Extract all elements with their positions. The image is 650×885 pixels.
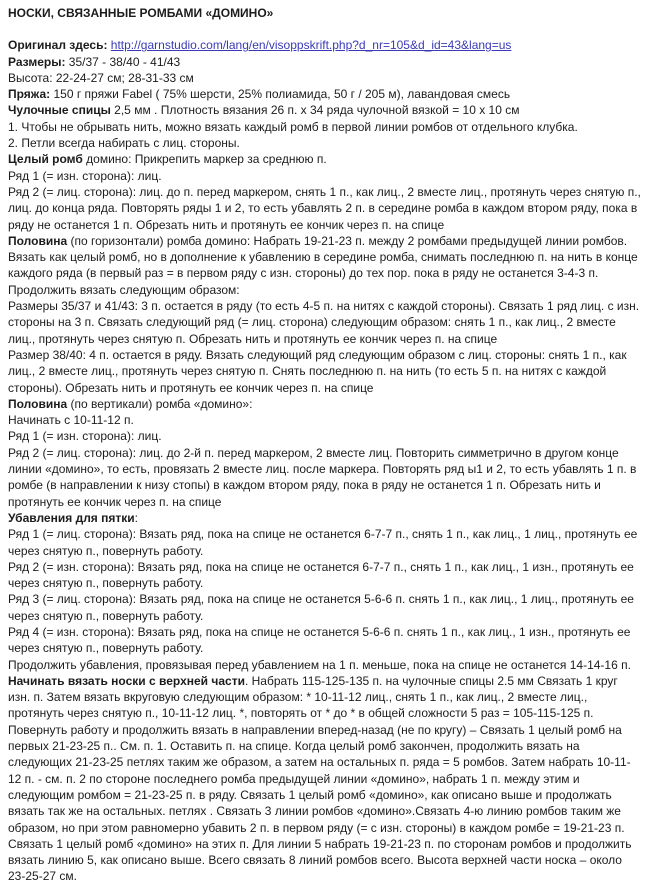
whole-diamond-row-2-run-0: Ряд 2 (= лиц. сторона): лиц. до п. перед маркером, снять 1 п., как лиц., 2 вместе лиц., протянуть через снятую п., лиц. до конца ряда. Повторять ряды 1 и 2, то есть убавлять 2 п. в середине ромба в каждом втором ряду, пока в ряду не останется 1 п. Обрезать нить и протянуть ее кончик через п. на спице [8,184,641,232]
whole-diamond-row-1-run-0: Ряд 1 (= изн. сторона): лиц. [8,168,162,183]
half-diamond-vertical-start-run-0: Начинать с 10-11-12 п. [8,413,134,428]
half-diamond-vertical-heading-run-1: (по вертикали) ромба «домино»: [70,396,253,411]
heel-row-1 [8,526,641,559]
half-diamond-vertical-row-1-run-0: Ряд 1 (= изн. сторона): лиц. [8,429,162,444]
half-diamond-vertical-heading [8,396,641,412]
half-diamond-horizontal [8,233,641,298]
heel-row-2-run-0: Ряд 2 (= изн. сторона): Вязать ряд, пока на спице не останется 6-7-7 п., снять 1 п., как лиц., 1 изн., протянуть ее через снятую п., повернуть работу. [8,559,634,591]
heel-decreases-heading-run-1: : [134,510,138,525]
needles-gauge-line-run-0: Чулочные спицы [8,103,115,118]
half-diamond-horizontal-run-0: Половина [8,233,71,248]
half-diamond-sizes-35-37-41-43 [8,298,641,347]
sizes-line [8,54,641,70]
yarn-line-run-1: 150 г пряжи Fabel ( 75% шерсти, 25% полиамида, 50 г / 205 м), лавандовая смесь [53,87,511,102]
needles-gauge-line [8,102,641,118]
half-diamond-vertical-row-2-run-0: Ряд 2 (= лиц. сторона): лиц. до 2-й п. перед маркером, 2 вместе лиц. Повторить симметрично в другом конце линии «домино», то есть, провязать 2 вместе лиц. после маркера. Повторять ряд ы1 и 2, то есть убавлять 1 п. в ромбе (в направлении к низу стопы) в каждом втором ряду, пока в ряду не останется 1 п. Обрезать нить и протянуть ее кончик через п. на спице [8,445,637,509]
main-instructions-run-1: . Набрать 115-125-135 п. на чулочные спицы 2.5 мм Связать 1 круг изн. п. Затем вязать вкруговую следующим образом: * 10-11-12 лиц., снять 1 п., как лиц., 2 вместе лиц., протянуть через снятую п., 10-11-12 лиц. *, повторять от * до * в общей сложности 5 раз = 105-115-125 п. Повернуть работу и продолжить вязать в направлении вперед-назад (не по кругу) – Связать 1 целый ромб на первых 21-23-25 п.. См. п. 1. Оставить п. на спице. Когда целый ромб закончен, продолжить вязать на следующих 21-23-25 петлях таким же образом, а затем на остальных п. ряда = 5 ромбов. Затем набрать 10-11-12 п. - см. п. 2 по стороне последнего ромба предыдущей линии «домино», набрать 1 п. между этим и следующим ромбом = 21-23-25 п. в ряду. Связать 1 целый ромб «домино», как описано выше и продолжать вязать так же на остальных. петлях . Связать 3 линии ромбов «домино».Связать 4-ю линию ромбов таким же образом, но при этом равномерно убавить 2 п. в первом ряду (= с изн. стороны) в каждом ромбе = 19-21-23 п. Связать 1 целый ромб «домино» на этих п. Для линии 5 набрать 19-21-23 п. по сторонам ромбов и продолжить вязать линию 5, как описано выше. Всего связать 8 линий ромбов всего. Высота верхней части носка – около 23-25-27 см. [8,673,632,884]
source-line [8,37,641,53]
half-diamond-vertical-row-1 [8,428,641,444]
whole-diamond-intro-run-0: Целый ромб [8,152,87,167]
pattern-source-link[interactable]: http://garnstudio.com/lang/en/visoppskrift.php?d_nr=105&d_id=43&lang=us [110,38,512,53]
doc-title [8,5,641,21]
height-line [8,70,641,86]
sizes-line-run-1: 35/37 - 38/40 - 41/43 [68,54,181,69]
half-diamond-horizontal-run-1: (по горизонтали) ромба домино: Набрать 19-21-23 п. между 2 ромбами предыдущей линии ромбов. Вязать как целый ромб, но в дополнение к убавлению в середине ромба, снимать последнюю п. на нить в конце каждого ряда (в первый раз = в первом ряду с изн. стороны) до тех пор. пока в ряду не останется 3-4-3 п. Продолжить вязать следующим образом: [8,233,638,297]
heel-decreases-heading [8,510,641,526]
whole-diamond-row-1 [8,168,641,184]
whole-diamond-row-2 [8,184,641,233]
yarn-line [8,86,641,102]
doc-title-run-0: НОСКИ, СВЯЗАННЫЕ РОМБАМИ «ДОМИНО» [8,6,274,20]
heel-row-2 [8,559,641,592]
half-diamond-sizes-35-37-41-43-run-0: Размеры 35/37 и 41/43: 3 п. остается в ряду (то есть 4-5 п. на нитях с каждой стороны). Связать 1 ряд лиц. с изн. стороны на 3 п. Связать следующий ряд (= лиц. сторона) следующим образом: снять 1 п., как лиц., 2 вместе лиц., протянуть через снятую п. Обрезать нить и протянуть ее кончик через п. на спице [8,299,640,346]
note-1 [8,119,641,135]
source-line-run-0: Оригинал здесь: [8,38,111,53]
heel-row-4-run-0: Ряд 4 (= изн. сторона): Вязать ряд, пока на спице не останется 5-6-6 п. снять 1 п., как лиц., 1 изн., протянуть ее через снятую п., повернуть работу. [8,624,631,656]
height-line-run-0: Высота: 22-24-27 см; 28-31-33 см [8,70,194,85]
note-2-run-0: 2. Петли всегда набирать с лиц. стороны. [8,136,240,151]
heel-row-3-run-0: Ряд 3 (= лиц. сторона): Вязать ряд, пока на спице не останется 5-6-6 п. снять 1 п., как лиц., 1 лиц., протянуть ее через снятую п., повернуть работу. [8,592,634,623]
heel-continue [8,657,641,673]
heel-continue-run-0: Продолжить убавления, провязывая перед убавлением на 1 п. меньше, пока на спице не останется 14-14-16 п. [8,657,631,672]
heel-row-1-run-0: Ряд 1 (= лиц. сторона): Вязать ряд, пока на спице не останется 6-7-7 п., снять 1 п., как лиц., 1 лиц., протянуть ее через снятую п., повернуть работу. [8,527,638,558]
heel-row-3 [8,591,641,624]
half-diamond-vertical-row-2 [8,445,641,510]
half-diamond-vertical-heading-run-0: Половина [8,396,71,411]
half-diamond-vertical-start [8,412,641,428]
main-instructions-run-0: Начинать вязать носки с верхней части [8,673,245,688]
needles-gauge-line-run-1: 2,5 мм . Плотность вязания 26 п. х 34 ряда чулочной вязкой = 10 х 10 см [114,103,520,118]
heel-row-4 [8,624,641,657]
sizes-line-run-0: Размеры: [8,54,69,69]
half-diamond-size-38-40 [8,347,641,396]
main-instructions [8,673,641,885]
note-2 [8,135,641,151]
half-diamond-size-38-40-run-0: Размер 38/40: 4 п. остается в ряду. Вязать следующий ряд следующим образом с лиц. стороны: снять 1 п., как лиц., 2 вместе лиц., протянуть через снятую п. Снять последнюю п. на нить (то есть 5 п. на нитях с каждой стороны). Обрезать нить и протянуть ее кончик через п. на спице [8,347,627,395]
heel-decreases-heading-run-0: Убавления для пятки [8,510,135,525]
yarn-line-run-0: Пряжа: [8,87,54,102]
whole-diamond-intro [8,151,641,167]
whole-diamond-intro-run-1: домино: Прикрепить маркер за среднюю п. [86,152,327,167]
note-1-run-0: 1. Чтобы не обрывать нить, можно вязать каждый ромб в первой линии ромбов от отдельного клубка. [8,119,578,134]
